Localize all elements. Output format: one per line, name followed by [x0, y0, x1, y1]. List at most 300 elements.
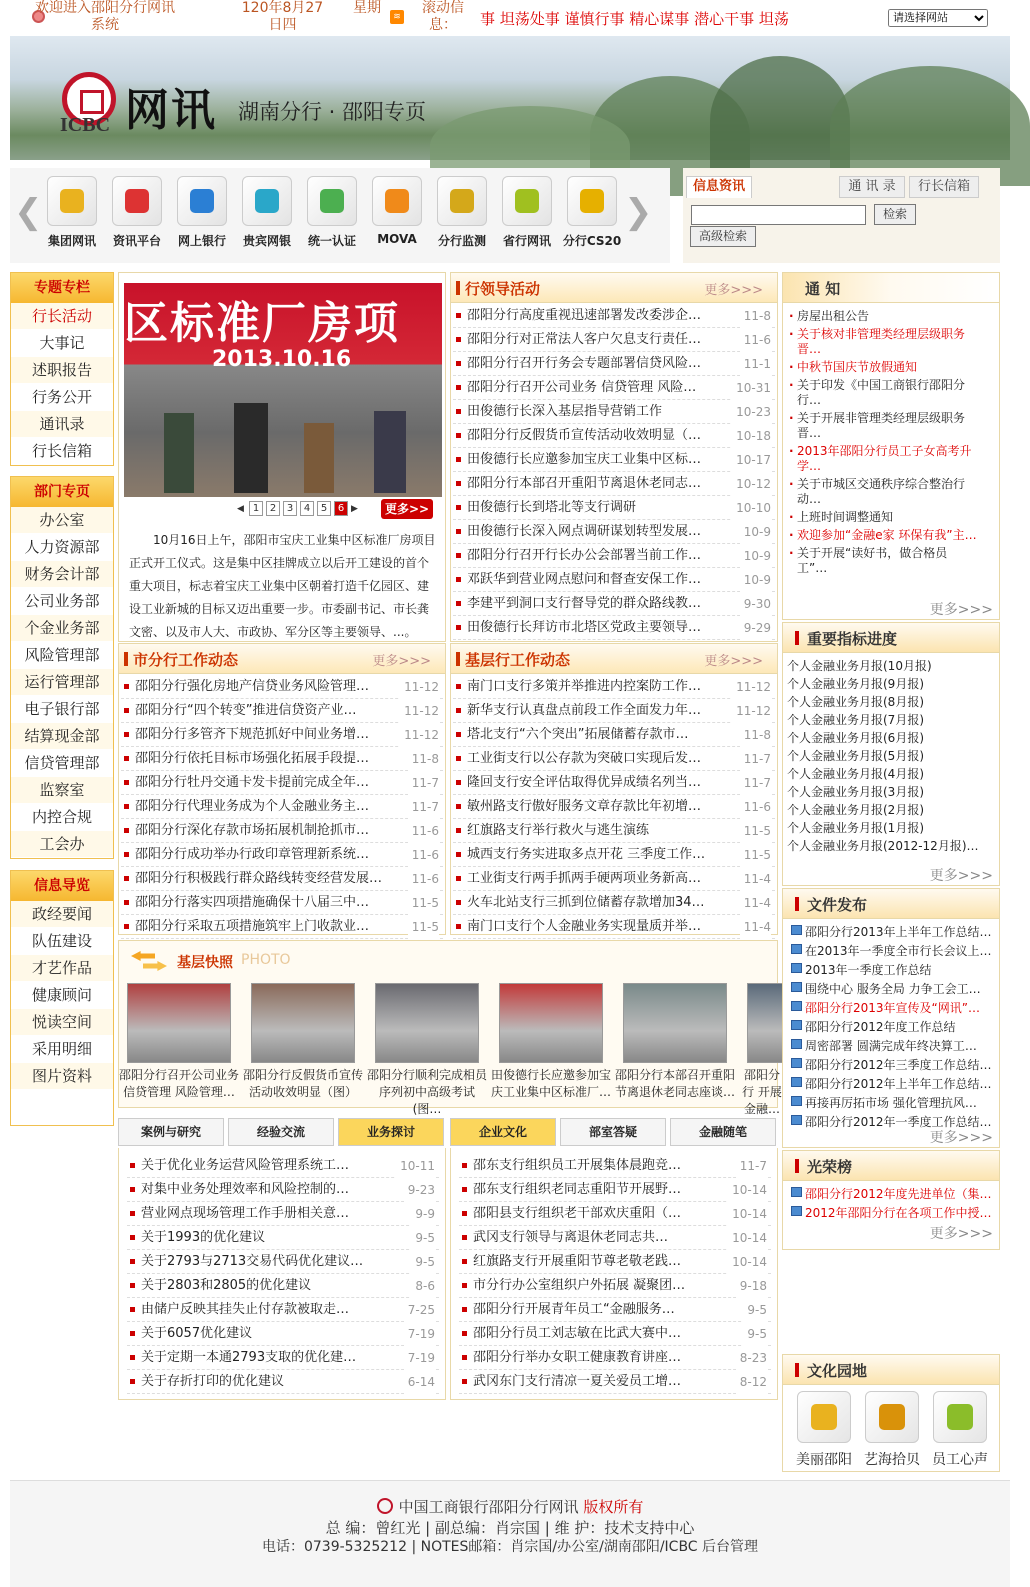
news-item[interactable] — [121, 747, 443, 771]
pager-page[interactable]: 4 — [300, 501, 314, 516]
doc-item[interactable] — [787, 961, 993, 980]
news-title[interactable]: 邵阳分行强化房地产信贷业务风险管理… — [135, 679, 370, 694]
doc-title[interactable]: 2012年邵阳分行在各项工作中授… — [805, 1206, 992, 1220]
news-title[interactable]: 对集中业务处理效率和风险控制的… — [141, 1182, 350, 1197]
indicator-item[interactable]: 个人金融业务月报(5月报) — [787, 749, 924, 763]
news-item[interactable] — [453, 448, 775, 472]
search-panel — [683, 168, 1000, 263]
news-title[interactable]: 红旗路支行开展重阳节尊老敬老践… — [473, 1254, 682, 1269]
sidebar-item[interactable]: 政经要闻 — [11, 901, 113, 928]
indicator-item[interactable]: 个人金融业务月报(10月报) — [787, 659, 932, 673]
news-date: 10-18 — [732, 424, 771, 448]
news-title[interactable]: 田俊德行长到塔北等支行调研 — [467, 500, 637, 515]
sidebar-item[interactable]: 述职报告 — [11, 357, 113, 384]
banner-title: 网讯 — [125, 85, 217, 136]
sidebar-item[interactable]: 信贷管理部 — [11, 750, 113, 777]
news-title[interactable]: 隆回支行安全评估取得优异成绩名列当… — [467, 775, 702, 790]
news-item[interactable] — [453, 376, 775, 400]
tab-item[interactable]: 案例与研究 — [118, 1118, 224, 1146]
news-title[interactable]: 关于1993的优化建议 — [141, 1230, 266, 1245]
news-title[interactable]: 邵阳分行“四个转变”推进信贷资产业… — [135, 703, 357, 718]
culture-item-icon — [933, 1391, 987, 1443]
culture-item-label: 员工心声 — [932, 1452, 988, 1468]
news-item[interactable] — [453, 843, 775, 867]
culture-item[interactable] — [859, 1391, 925, 1469]
topics-box — [10, 272, 114, 466]
pager-page[interactable]: 3 — [283, 501, 297, 516]
pager-page[interactable]: 5 — [317, 501, 331, 516]
sidebar-item[interactable]: 结算现金部 — [11, 723, 113, 750]
pager-next-icon[interactable]: ▶ — [351, 504, 358, 514]
sidebar-item[interactable]: 工会办 — [11, 831, 113, 858]
indicator-item[interactable]: 个人金融业务月报(7月报) — [787, 713, 924, 727]
doc-title[interactable]: 2013年一季度工作总结 — [805, 963, 932, 977]
news-title[interactable]: 邵阳分行召开行务会专题部署信贷风险… — [467, 356, 702, 371]
news-title[interactable]: 工业街支行以公存款为突破口实现后发… — [467, 751, 702, 766]
nav-item-label: 统一认证 — [307, 234, 356, 248]
news-title[interactable]: 李建平到洞口支行督导党的群众路线教… — [467, 596, 702, 611]
photo-caption[interactable]: 田俊德行长应邀参加宝庆工业集中区标准厂… — [491, 1068, 612, 1099]
sidebar-item[interactable]: 运行管理部 — [11, 669, 113, 696]
news-title[interactable]: 田俊德行长深入网点调研谋划转型发展… — [467, 524, 702, 539]
news-title[interactable]: 武冈支行领导与离退休老同志共… — [473, 1230, 669, 1245]
news-title[interactable]: 城西支行务实进取多点开花 三季度工作… — [467, 847, 706, 862]
doc-title[interactable]: 邵阳分行2012年一季度工作总结… — [805, 1115, 992, 1129]
notice-box — [782, 272, 1000, 620]
notice-item[interactable]: · 上班时间调整通知 — [787, 510, 977, 525]
doc-item[interactable] — [787, 1018, 993, 1037]
news-item[interactable] — [127, 1202, 439, 1226]
doc-icon — [791, 1039, 802, 1049]
news-item[interactable] — [453, 352, 775, 376]
nav-item[interactable] — [430, 176, 494, 249]
doc-item[interactable] — [787, 1094, 993, 1113]
news-date: 10-14 — [728, 1250, 767, 1274]
news-date: 9-5 — [411, 1226, 435, 1250]
sidebar-item[interactable]: 通讯录 — [11, 411, 113, 438]
news-date: 11-6 — [740, 328, 771, 352]
news-title[interactable]: 塔北支行“六个突出”拓展储蓄存款市… — [467, 727, 689, 742]
doc-title[interactable]: 再接再厉拓市场 强化管理抗风… — [805, 1096, 977, 1110]
tab-item[interactable]: 经验交流 — [228, 1118, 334, 1146]
news-item[interactable] — [121, 867, 443, 891]
advanced-search-button[interactable]: 高级检索 — [690, 226, 756, 247]
news-date: 10-14 — [728, 1202, 767, 1226]
news-date: 11-5 — [740, 843, 771, 867]
news-item[interactable] — [127, 1346, 439, 1370]
sidebar-item[interactable]: 办公室 — [11, 507, 113, 534]
news-item[interactable] — [459, 1154, 771, 1178]
pager-prev-icon[interactable]: ◀ — [237, 504, 244, 514]
news-item[interactable] — [121, 819, 443, 843]
news-title[interactable]: 邵阳分行依托目标市场强化拓展手段提… — [135, 751, 370, 766]
indicator-item[interactable]: 个人金融业务月报(9月报) — [787, 677, 924, 691]
news-title[interactable]: 邵阳分行积极践行群众路线转变经营发展… — [135, 871, 383, 886]
topics-title: 专题专栏 — [11, 273, 113, 303]
news-item[interactable] — [459, 1322, 771, 1346]
news-title[interactable]: 邵东支行组织员工开展集体晨跑竞… — [473, 1158, 682, 1173]
news-title[interactable]: 由储户反映其挂失止付存款被取走… — [141, 1302, 350, 1317]
sidebar-item[interactable]: 内控合规 — [11, 804, 113, 831]
sidebar-item[interactable]: 个金业务部 — [11, 615, 113, 642]
nav-item-icon — [437, 176, 487, 226]
news-item[interactable] — [453, 675, 775, 699]
news-title[interactable]: 营业网点现场管理工作手册相关意… — [141, 1206, 350, 1221]
news-title[interactable]: 田俊德行长拜访市北塔区党政主要领导… — [467, 620, 702, 635]
sidebar-item[interactable]: 队伍建设 — [11, 928, 113, 955]
photo-strip — [118, 940, 782, 1116]
news-date: 8-6 — [411, 1274, 435, 1298]
news-item[interactable] — [453, 472, 775, 496]
news-title[interactable]: 敏州路支行傲好服务文章存款比年初增… — [467, 799, 702, 814]
site-select[interactable] — [888, 9, 988, 27]
culture-item[interactable] — [791, 1391, 857, 1469]
doc-icon — [791, 944, 802, 954]
doc-title[interactable]: 邵阳分行2012年三季度工作总结… — [805, 1058, 992, 1072]
news-title[interactable]: 邵阳分行高度重视迅速部署发改委涉企… — [467, 308, 702, 323]
indicator-item[interactable]: 个人金融业务月报(1月报) — [787, 821, 924, 835]
news-item[interactable] — [121, 915, 443, 939]
culture-item-label: 美丽邵阳 — [796, 1452, 852, 1468]
doc-icon — [791, 963, 802, 973]
news-title[interactable]: 南门口支行多策并举推进内控案防工作… — [467, 679, 702, 694]
tab-item[interactable]: 金融随笔 — [670, 1118, 776, 1146]
news-date: 10-14 — [728, 1178, 767, 1202]
news-item[interactable] — [121, 891, 443, 915]
news-item[interactable] — [453, 723, 775, 747]
nav-next-arrow-icon[interactable]: ❯ — [624, 192, 653, 232]
photos-title: 基层快照 — [177, 955, 233, 971]
news-item[interactable] — [453, 304, 775, 328]
pager-page[interactable]: 6 — [334, 501, 348, 516]
news-title[interactable]: 关于定期一本通2793支取的优化建… — [141, 1350, 357, 1365]
news-title[interactable]: 田俊德行长深入基层指导营销工作 — [467, 404, 663, 419]
news-date: 11-8 — [740, 723, 771, 747]
news-item[interactable] — [127, 1298, 439, 1322]
indicator-item[interactable]: 个人金融业务月报(4月报) — [787, 767, 924, 781]
news-title[interactable]: 火车北站支行三抓到位储蓄存款增加34… — [467, 895, 705, 910]
news-title[interactable]: 邵阳分行召开行长办公会部署当前工作… — [467, 548, 702, 563]
depts-title: 部门专页 — [11, 477, 113, 507]
news-item[interactable] — [459, 1178, 771, 1202]
doc-item[interactable] — [787, 999, 993, 1018]
photo-thumb[interactable] — [375, 983, 479, 1063]
news-title[interactable]: 邓跃华到营业网点慰问和督查安保工作… — [467, 572, 702, 587]
sidebar-item[interactable]: 公司业务部 — [11, 588, 113, 615]
photo-caption[interactable]: 邵阳分行顺利完成相员序列初中高级考试(图… — [367, 1068, 488, 1116]
news-item[interactable] — [121, 699, 443, 723]
indicator-item[interactable]: 个人金融业务月报(6月报) — [787, 731, 924, 745]
news-title[interactable]: 邵阳分行本部召开重阳节离退休老同志… — [467, 476, 702, 491]
nav-item[interactable] — [560, 176, 624, 249]
leaders-panel — [450, 272, 778, 642]
news-title[interactable]: 邵阳分行代理业务成为个人金融业务主… — [135, 799, 370, 814]
news-title[interactable]: 市分行办公室组织户外拓展 凝聚团… — [473, 1278, 686, 1293]
footer-copyright: 版权所有 — [583, 1498, 644, 1516]
doc-item[interactable] — [787, 1185, 993, 1204]
news-title[interactable]: 南门口支行个人金融业务实现量质并举… — [467, 919, 702, 934]
notice-item[interactable]: · 关于核对非管理类经理层级职务晋… — [787, 327, 977, 357]
news-date: 11-7 — [736, 1154, 767, 1178]
welcome-text: 欢迎进入邵阳分行网讯系统 — [35, 0, 175, 33]
news-date: 10-10 — [732, 496, 771, 520]
doc-item[interactable] — [787, 1204, 993, 1223]
nav-item[interactable] — [495, 176, 559, 249]
notice-item[interactable]: · 房屋出租公告 — [787, 309, 977, 324]
news-title[interactable]: 新华支行认真盘点前段工作全面发力年… — [467, 703, 702, 718]
news-title[interactable]: 邵东支行组织老同志重阳节开展野… — [473, 1182, 682, 1197]
photo-thumb[interactable] — [127, 983, 231, 1063]
honor-more-link[interactable]: 更多>>> — [929, 1226, 993, 1242]
news-item[interactable] — [453, 592, 775, 616]
news-date: 11-4 — [740, 915, 771, 939]
nav-prev-arrow-icon[interactable]: ❮ — [14, 192, 43, 232]
footer-contact[interactable]: 电话：0739-5325212 | NOTES邮箱：肖宗国/办公室/湖南邵阳/ICBC 后台管理 — [261, 1539, 759, 1555]
sidebar-item[interactable]: 图片资料 — [11, 1063, 113, 1090]
news-item[interactable] — [453, 747, 775, 771]
nav-item[interactable] — [40, 176, 104, 249]
news-title[interactable]: 田俊德行长应邀参加宝庆工业集中区标… — [467, 452, 702, 467]
doc-item[interactable] — [787, 1075, 993, 1094]
sidebar-item[interactable]: 行长信箱 — [11, 438, 113, 465]
focus-image[interactable]: 区标准厂房项 2013.10.16 — [124, 283, 442, 497]
news-date: 9-18 — [736, 1274, 767, 1298]
nav-item-icon — [112, 176, 162, 226]
doc-item[interactable] — [787, 980, 993, 999]
news-item[interactable] — [121, 675, 443, 699]
doc-item[interactable] — [787, 1056, 993, 1075]
nav-item-label: 分行监测 — [437, 234, 486, 248]
news-item[interactable] — [459, 1298, 771, 1322]
tab-item[interactable]: 业务探讨 — [338, 1118, 444, 1146]
sidebar-item[interactable]: 健康顾问 — [11, 982, 113, 1009]
news-item[interactable] — [459, 1226, 771, 1250]
nav-item[interactable] — [365, 176, 429, 246]
news-title[interactable]: 关于6057优化建议 — [141, 1326, 253, 1341]
news-item[interactable] — [121, 723, 443, 747]
news-title[interactable]: 邵阳分行深化存款市场拓展机制抢抓市… — [135, 823, 370, 838]
news-title[interactable]: 邵阳分行落实四项措施确保十八届三中… — [135, 895, 370, 910]
nav-item[interactable] — [235, 176, 299, 249]
nav-item-label: 资讯平台 — [112, 234, 161, 248]
search-button[interactable]: 检索 — [874, 204, 916, 225]
news-title[interactable]: 关于存折打印的优化建议 — [141, 1374, 285, 1389]
doc-item[interactable] — [787, 942, 993, 961]
doc-title[interactable]: 邵阳分行2012年上半年工作总结… — [805, 1077, 992, 1091]
news-item[interactable] — [127, 1250, 439, 1274]
news-item[interactable] — [453, 544, 775, 568]
news-item[interactable] — [453, 867, 775, 891]
doc-title[interactable]: 周密部署 圆满完成年终决算工… — [805, 1039, 977, 1053]
notice-item[interactable]: · 关于开展非管理类经理层级职务晋… — [787, 411, 977, 441]
news-item[interactable] — [453, 400, 775, 424]
sidebar-item[interactable]: 电子银行部 — [11, 696, 113, 723]
sidebar-item[interactable]: 行长活动 — [11, 303, 113, 330]
indicator-item[interactable]: 个人金融业务月报(2月报) — [787, 803, 924, 817]
indicators-box — [782, 622, 1000, 886]
news-title[interactable]: 邵阳分行成功举办行政印章管理新系统… — [135, 847, 370, 862]
news-item[interactable] — [127, 1322, 439, 1346]
news-title[interactable]: 邵阳分行多管齐下规范抓好中间业务增… — [135, 727, 370, 742]
indicator-item[interactable]: 个人金融业务月报(3月报) — [787, 785, 924, 799]
news-title[interactable]: 关于2803和2805的优化建议 — [141, 1278, 312, 1293]
news-date: 11-5 — [408, 915, 439, 939]
news-title[interactable]: 邵阳分行开展青年员工“金融服务… — [473, 1302, 675, 1317]
news-title[interactable]: 武冈东门支行清凉一夏关爱员工增… — [473, 1374, 682, 1389]
news-title[interactable]: 工业街支行两手抓两手硬两项业务新高… — [467, 871, 702, 886]
news-item[interactable] — [127, 1370, 439, 1394]
photo-caption[interactable]: 邵阳分行 开展金融… — [742, 1068, 782, 1116]
notice-more-link[interactable]: 更多>>> — [929, 602, 993, 618]
photo-thumb[interactable] — [747, 983, 783, 1063]
news-item[interactable] — [453, 616, 775, 640]
news-item[interactable] — [453, 520, 775, 544]
sidebar-item[interactable]: 悦读空间 — [11, 1009, 113, 1036]
news-item[interactable] — [453, 891, 775, 915]
news-title[interactable]: 邵阳分行举办女职工健康教育讲座… — [473, 1350, 682, 1365]
photo-caption[interactable]: 邵阳分行反假货币宣传活动收效明显（图） — [243, 1068, 364, 1099]
doc-icon — [791, 1077, 802, 1087]
news-item[interactable] — [453, 915, 775, 939]
news-item[interactable] — [453, 568, 775, 592]
search-input[interactable] — [691, 205, 866, 225]
news-item[interactable] — [453, 328, 775, 352]
news-date: 11-5 — [408, 891, 439, 915]
indicator-item[interactable]: 个人金融业务月报(2012-12月报)… — [787, 839, 979, 853]
footer-icbc-icon — [377, 1498, 393, 1514]
sidebar-item[interactable]: 采用明细 — [11, 1036, 113, 1063]
doc-icon — [791, 1096, 802, 1106]
notice-item[interactable]: · 关于市城区交通秩序综合整治行动… — [787, 477, 977, 507]
notice-item[interactable]: · 2013年邵阳分行员工子女高考升学… — [787, 444, 977, 474]
culture-garden-box — [782, 1354, 1000, 1472]
photo-caption[interactable]: 邵阳分行召开公司业务 信贷管理 风险管理… — [119, 1068, 240, 1099]
nav-item[interactable] — [300, 176, 364, 249]
news-item[interactable] — [453, 795, 775, 819]
city-more-link[interactable]: 更多>>> — [372, 654, 431, 669]
photo-caption[interactable]: 邵阳分行本部召开重阳节离退休老同志座谈… — [615, 1068, 736, 1099]
sidebar-item[interactable]: 人力资源部 — [11, 534, 113, 561]
sidebar-item[interactable]: 行务公开 — [11, 384, 113, 411]
doc-title[interactable]: 在2013年一季度全市行长会议上… — [805, 944, 992, 958]
notice-item[interactable]: · 关于开展“读好书，做合格员工”… — [787, 546, 977, 576]
doc-title[interactable]: 邵阳分行2013年宣传及“网讯”… — [805, 1001, 980, 1015]
news-date: 11-6 — [740, 795, 771, 819]
news-item[interactable] — [459, 1274, 771, 1298]
news-item[interactable] — [453, 771, 775, 795]
news-item[interactable] — [453, 424, 775, 448]
sidebar-item[interactable]: 才艺作品 — [11, 955, 113, 982]
news-title[interactable]: 邵阳分行召开公司业务 信贷管理 风险… — [467, 380, 697, 395]
news-item[interactable] — [127, 1274, 439, 1298]
news-title[interactable]: 关于优化业务运营风险管理系统工… — [141, 1158, 350, 1173]
sidebar-item[interactable]: 大事记 — [11, 330, 113, 357]
culture-item[interactable] — [927, 1391, 993, 1469]
news-date: 11-12 — [732, 675, 771, 699]
notice-item[interactable]: · 中秋节国庆节放假通知 — [787, 360, 977, 375]
notice-item[interactable]: · 欢迎参加“金融e家 环保有我”主… — [787, 528, 977, 543]
culture-item-icon — [797, 1391, 851, 1443]
rss-icon: ≋ — [390, 10, 404, 24]
news-title[interactable]: 邵阳分行反假货币宣传活动收效明显（… — [467, 428, 702, 443]
news-item[interactable] — [127, 1226, 439, 1250]
tab-mailbox[interactable]: 行长信箱 — [909, 176, 979, 198]
indicators-more-link[interactable]: 更多>>> — [929, 868, 993, 884]
doc-item[interactable] — [787, 923, 993, 942]
scrolling-marquee[interactable]: 事 坦荡处事 谨慎行事 精心谋事 潜心干事 坦荡 — [480, 10, 789, 28]
news-item[interactable] — [121, 795, 443, 819]
tab-item[interactable]: 企业文化 — [450, 1118, 556, 1146]
sidebar-item[interactable]: 监察室 — [11, 777, 113, 804]
tab-item[interactable]: 部室答疑 — [560, 1118, 666, 1146]
pager-page[interactable]: 1 — [249, 501, 263, 516]
discussion-list-panel — [118, 1148, 446, 1400]
news-item[interactable] — [127, 1178, 439, 1202]
news-date: 10-9 — [740, 520, 771, 544]
news-item[interactable] — [459, 1202, 771, 1226]
docs-more-link[interactable]: 更多>>> — [929, 1130, 993, 1146]
news-item[interactable] — [459, 1370, 771, 1394]
doc-item[interactable] — [787, 1037, 993, 1056]
news-date: 9-9 — [411, 1202, 435, 1226]
tab-contacts[interactable]: 通 讯 录 — [839, 176, 905, 198]
nav-item[interactable] — [170, 176, 234, 249]
news-item[interactable] — [121, 771, 443, 795]
doc-icon — [791, 1020, 802, 1030]
doc-title[interactable]: 邵阳分行2013年上半年工作总结… — [805, 925, 992, 939]
news-date: 10-9 — [740, 568, 771, 592]
news-title[interactable]: 邵阳分行对正常法人客户欠息支行责任… — [467, 332, 702, 347]
photo-thumb[interactable] — [623, 983, 727, 1063]
nav-item-icon — [242, 176, 292, 226]
news-item[interactable] — [121, 843, 443, 867]
news-title[interactable]: 红旗路支行举行救火与逃生演练 — [467, 823, 650, 838]
news-date: 7-25 — [404, 1298, 435, 1322]
news-title[interactable]: 邵阳分行采取五项措施筑牢上门收款业… — [135, 919, 370, 934]
news-title[interactable]: 邵阳分行员工刘志敏在比武大赛中… — [473, 1326, 682, 1341]
tab-info[interactable]: 信息资讯 — [686, 176, 752, 198]
news-date: 11-8 — [408, 747, 439, 771]
news-title[interactable]: 邵阳分行牡丹交通卡发卡提前完成全年… — [135, 775, 370, 790]
docs-box — [782, 888, 1000, 1148]
news-item[interactable] — [127, 1154, 439, 1178]
pager-page[interactable]: 2 — [266, 501, 280, 516]
notice-item[interactable]: · 关于印发《中国工商银行邵阳分行… — [787, 378, 977, 408]
news-title[interactable]: 邵阳县支行组织老干部欢庆重阳（… — [473, 1206, 682, 1221]
leaders-more-link[interactable]: 更多>>> — [704, 283, 763, 298]
news-date: 9-30 — [740, 592, 771, 616]
news-date: 9-29 — [740, 616, 771, 640]
sidebar-item[interactable]: 财务会计部 — [11, 561, 113, 588]
city-title: 市分行工作动态 — [133, 651, 239, 669]
news-item[interactable] — [453, 819, 775, 843]
news-item[interactable] — [453, 496, 775, 520]
indicator-item[interactable]: 个人金融业务月报(8月报) — [787, 695, 924, 709]
news-item[interactable] — [459, 1346, 771, 1370]
grassroots-more-link[interactable]: 更多>>> — [704, 654, 763, 669]
news-title[interactable]: 关于2793与2713交易代码优化建议… — [141, 1254, 364, 1269]
sidebar-item[interactable]: 风险管理部 — [11, 642, 113, 669]
news-item[interactable] — [459, 1250, 771, 1274]
doc-title[interactable]: 围绕中心 服务全局 力争工会工… — [805, 982, 981, 996]
focus-more-button[interactable]: 更多>> — [381, 499, 433, 519]
photo-thumb[interactable] — [499, 983, 603, 1063]
doc-title[interactable]: 邵阳分行2012年度先进单位（集… — [805, 1187, 992, 1201]
news-item[interactable] — [453, 699, 775, 723]
nav-item[interactable] — [105, 176, 169, 249]
photo-thumb[interactable] — [251, 983, 355, 1063]
doc-title[interactable]: 邵阳分行2012年度工作总结 — [805, 1020, 956, 1034]
